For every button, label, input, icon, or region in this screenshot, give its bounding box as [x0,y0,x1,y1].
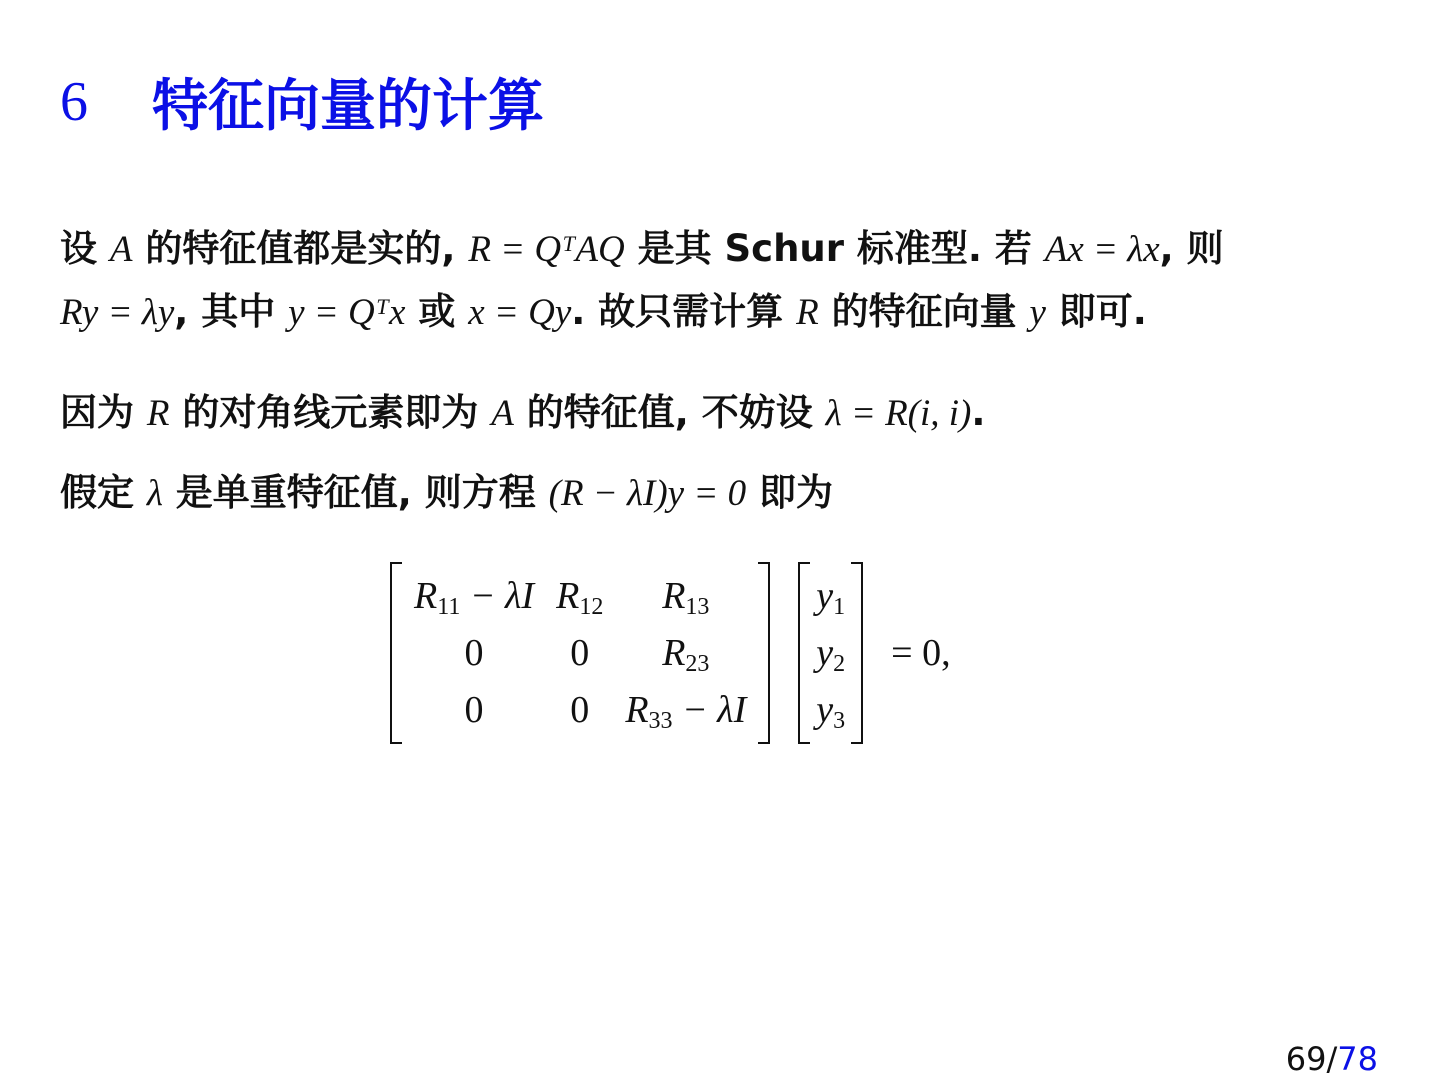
text-span: , 则 [1159,227,1224,270]
vector-cell: $y_2$ [816,632,846,677]
matrix-cell: $R_{33} - \lambda I$ [625,689,747,734]
math-span: R [146,393,170,434]
matrix-cell: $R_{11} - \lambda I$ [414,575,535,620]
text-span: 即为 [746,471,833,514]
math-span: R = QᵀAQ [468,229,625,270]
text-span: 是其 Schur 标准型. 若 [624,227,1045,270]
matrix-cell: 0 [570,689,590,731]
math-span: (R − λI)y = 0 [548,473,747,514]
math-span: λ = R(i, i) [825,393,972,434]
matrix-grid [402,562,758,744]
text-span: 的特征向量 [818,290,1030,333]
matrix-cell: $R_{13}$ [662,575,710,620]
matrix-cell: 0 [464,632,484,674]
text-span: 因为 [60,391,147,434]
math-span: R [796,292,819,333]
paragraph-1-line-1 [60,218,1224,281]
math-span: A [109,229,133,270]
matrix-cell: $R_{23}$ [662,632,710,677]
page-current: 69 [1285,1040,1327,1078]
paragraph-2 [60,382,985,445]
math-span: Ax = λx [1044,229,1160,270]
coefficient-matrix [390,562,770,744]
math-span: x = Qy [468,292,572,333]
vector-grid [810,562,851,744]
text-span: 即可. [1045,290,1147,333]
left-bracket [798,562,810,744]
text-span: 的特征值, 不妨设 [513,391,826,434]
math-span: y = Qᵀx [288,292,406,333]
matrix-cell: $R_{12}$ [556,575,604,620]
text-span: 的特征值都是实的, [132,227,469,270]
paragraph-1 [60,218,1224,344]
page-number [1286,1040,1378,1078]
text-span: 设 [60,227,110,270]
right-bracket [758,562,770,744]
text-span: 或 [405,290,469,333]
math-span: y [1029,292,1046,333]
section-title [60,62,544,142]
text-span: 的对角线元素即为 [169,391,492,434]
math-span: A [491,393,514,434]
text-span: , 其中 [174,290,289,333]
section-number: 6 [60,71,88,133]
math-span: Ry = λy [60,292,175,333]
equation-rhs: = 0, [891,632,951,674]
right-bracket [851,562,863,744]
text-span: . [971,391,986,434]
paragraph-3 [60,462,833,525]
vector-cell: $y_3$ [816,689,846,734]
page-separator: / [1326,1040,1338,1078]
matrix-equation [390,562,951,744]
left-bracket [390,562,402,744]
unknown-vector [798,562,863,744]
text-span: 假定 [60,471,147,514]
paragraph-1-line-2 [60,281,1224,344]
vector-cell: $y_1$ [816,575,846,620]
matrix-cell: 0 [570,632,590,674]
text-span: 是单重特征值, 则方程 [162,471,549,514]
text-span: . 故只需计算 [571,290,797,333]
math-span: λ [146,473,163,514]
page-total: 78 [1337,1040,1378,1078]
section-title-text: 特征向量的计算 [152,74,544,139]
matrix-cell: 0 [464,689,484,731]
